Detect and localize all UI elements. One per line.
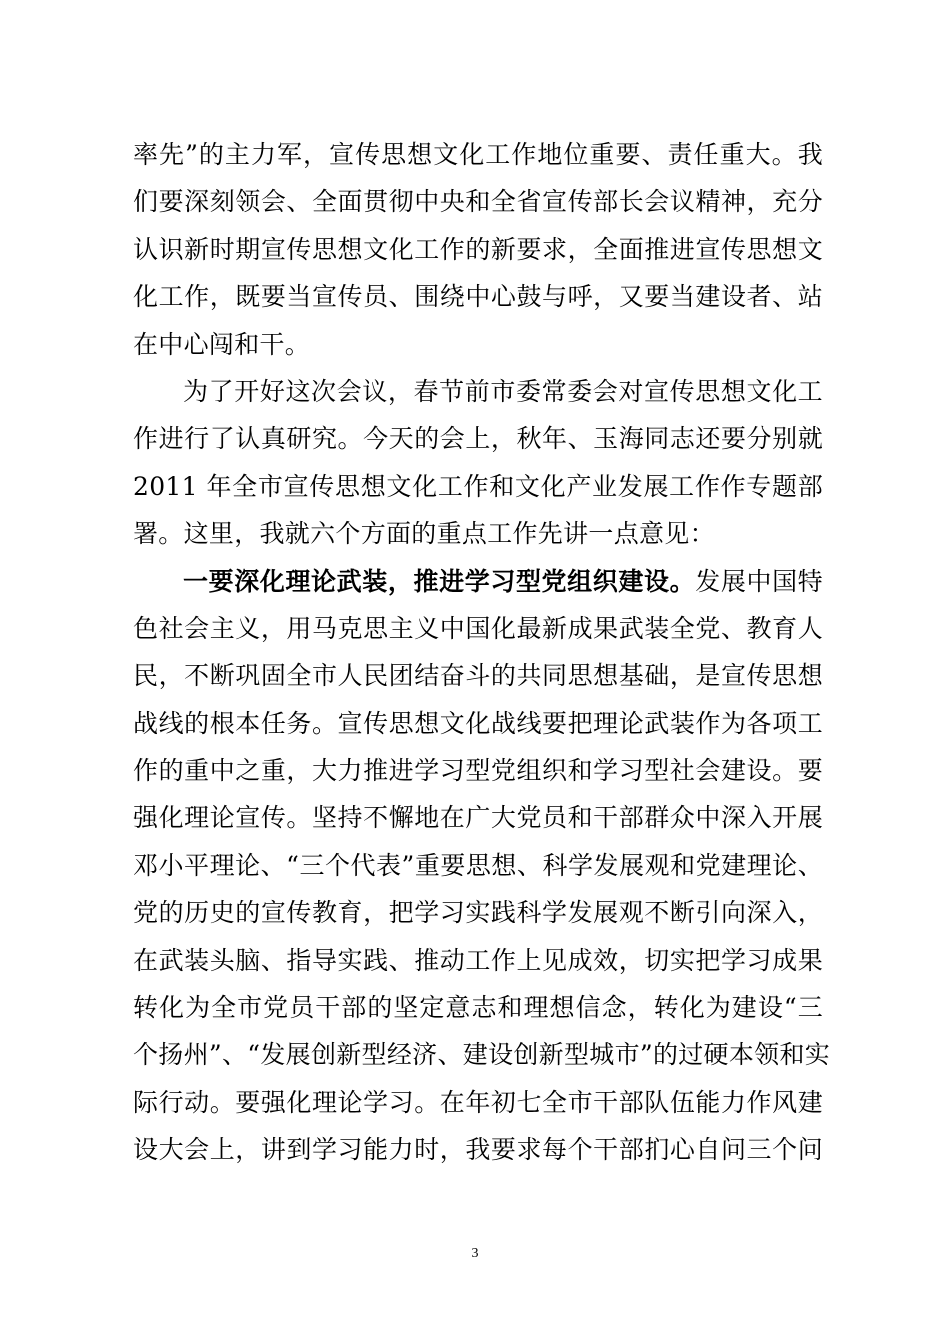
text-line: 作的重中之重，大力推进学习型党组织和学习型社会建设。要 — [133, 756, 823, 786]
section-heading-continuation: 发展中国特 — [695, 566, 823, 596]
text-line: 色社会主义，用马克思主义中国化最新成果武装全党、教育人 — [133, 613, 823, 643]
text-line: 党的历史的宣传教育，把学习实践科学发展观不断引向深入， — [133, 898, 823, 928]
text-line: 率先”的主力军，宣传思想文化工作地位重要、责任重大。我 — [133, 140, 823, 169]
text-line: 设大会上，讲到学习能力时，我要求每个干部扪心自问三个问 — [133, 1135, 823, 1165]
text-line: 民，不断巩固全市人民团结奋斗的共同思想基础，是宣传思想 — [133, 661, 823, 691]
text-line: 转化为全市党员干部的坚定意志和理想信念，转化为建设“三 — [133, 993, 823, 1023]
text-line: 在中心闯和干。 — [133, 329, 311, 359]
text-line: 2011 年全市宣传思想文化工作和文化产业发展工作作专题部 — [133, 471, 823, 501]
text-line: 化工作，既要当宣传员、围绕中心鼓与呼，又要当建设者、站 — [133, 282, 823, 312]
paragraph-first-line: 为了开好这次会议，春节前市委常委会对宣传思想文化工 — [183, 376, 823, 406]
text-line: 个扬州”、“发展创新型经济、建设创新型城市”的过硬本领和实 — [133, 1040, 831, 1070]
section-heading: 一要深化理论武装，推进学习型党组织建设。 — [183, 566, 696, 596]
text-line: 认识新时期宣传思想文化工作的新要求，全面推进宣传思想文 — [133, 234, 823, 264]
text-line: 们要深刻领会、全面贯彻中央和全省宣传部长会议精神，充分 — [133, 187, 823, 217]
text-line: 战线的根本任务。宣传思想文化战线要把理论武装作为各项工 — [133, 708, 823, 738]
text-line: 作进行了认真研究。今天的会上，秋年、玉海同志还要分别就 — [133, 424, 823, 454]
body-text — [133, 131, 831, 1174]
text-line: 际行动。要强化理论学习。在年初七全市干部队伍能力作风建 — [133, 1087, 823, 1117]
text-line: 在武装头脑、指导实践、推动工作上见成效，切实把学习成果 — [133, 945, 823, 975]
text-line: 邓小平理论、“三个代表”重要思想、科学发展观和党建理论、 — [133, 850, 823, 880]
page-number: 3 — [471, 1246, 479, 1261]
section-heading-line — [133, 558, 823, 605]
text-line: 署。这里，我就六个方面的重点工作先讲一点意见： — [133, 519, 715, 549]
text-line: 强化理论宣传。坚持不懈地在广大党员和干部群众中深入开展 — [133, 803, 823, 833]
